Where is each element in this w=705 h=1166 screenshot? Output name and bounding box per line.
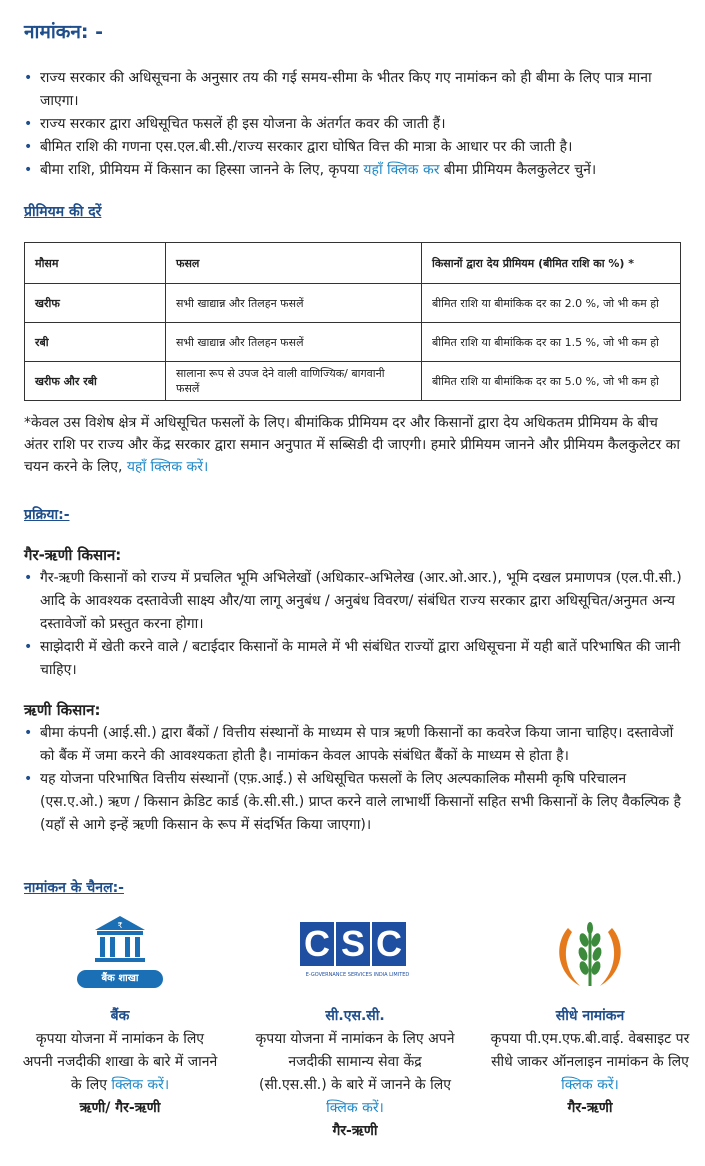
nonloanee-list — [24, 567, 684, 682]
bank-click-link[interactable]: क्लिक करें। — [111, 1077, 170, 1093]
premium-rates-heading: प्रीमियम की दरें — [24, 204, 102, 220]
channel-desc — [255, 1028, 455, 1120]
direct-click-link[interactable]: क्लिक करें। — [561, 1077, 619, 1093]
csc-letter: C — [372, 922, 406, 966]
loanee-list — [24, 722, 684, 837]
channel-desc — [20, 1028, 220, 1097]
channels-heading: नामांकन के चैनल:- — [24, 880, 124, 896]
channel-type: गैर-ऋणी — [567, 1100, 613, 1116]
list-item: • बीमित राशि की गणना एस.एल.बी.सी./राज्य सरकार द्वारा घोषित वित्त की मात्रा के आधार पर की जाती है। — [24, 136, 684, 159]
nonloanee-title: गैर-ऋणी किसान: — [24, 546, 122, 564]
csc-letter: S — [336, 922, 370, 966]
season-cell: रबी — [25, 323, 166, 362]
season-cell: खरीफ और रबी — [25, 362, 166, 401]
list-item — [24, 159, 684, 182]
premium-note — [24, 412, 684, 478]
list-item: • साझेदारी में खेती करने वाले / बटाईदार किसानों के मामले में भी संबंधित राज्यों द्वारा अधिसूचना में यही बातें परिभाषित की जानी चाहिए। — [24, 636, 684, 682]
list-item: • बीमा कंपनी (आई.सी.) द्वारा बैंकों / वित्तीय संस्थानों के माध्यम से पात्र ऋणी किसानों का कवरेज किया जाना चाहिए। दस्तावेजों को बैंक में जमा करने की आवश्यकता होती है। नामांकन केवल आपके संबंधित बैंकों के माध्यम से होता है। — [24, 722, 684, 768]
crop-cell: सालाना रूप से उपज देने वाली वाणिज्यिक/ बागवानी फसलें — [166, 362, 422, 401]
desc-text: कृपया पी.एम.एफ.बी.वाई. वेबसाइट पर सीधे जाकर ऑनलाइन नामांकन के लिए — [490, 1031, 690, 1070]
column-header: फसल — [166, 243, 422, 284]
premium-table — [24, 242, 681, 401]
season-cell: खरीफ — [25, 284, 166, 323]
text: बीमा राशि, प्रीमियम में किसान का हिस्सा जानने के लिए, कृपया — [40, 162, 364, 178]
channel-type: गैर-ऋणी — [332, 1123, 378, 1139]
list-item: • राज्य सरकार की अधिसूचना के अनुसार तय की गई समय-सीमा के भीतर किए गए नामांकन को ही बीमा के लिए पात्र माना जाएगा। — [24, 67, 684, 113]
desc-text: कृपया योजना में नामांकन के लिए अपने नजदीकी सामान्य सेवा केंद्र (सी.एस.सी.) के बारे में जानने के लिए — [255, 1031, 455, 1093]
loanee-title: ऋणी किसान: — [24, 701, 101, 719]
table-row — [25, 323, 681, 362]
column-header: किसानों द्वारा देय प्रीमियम (बीमित राशि का %) * — [422, 243, 681, 284]
channel-type: ऋणी/ गैर-ऋणी — [79, 1100, 161, 1116]
premium-cell: बीमित राशि या बीमांकिक दर का 2.0 %, जो भी कम हो — [422, 284, 681, 323]
list-item: • राज्य सरकार द्वारा अधिसूचित फसलें ही इस योजना के अंतर्गत कवर की जाती हैं। — [24, 113, 684, 136]
note-text: *केवल उस विशेष क्षेत्र में अधिसूचित फसलों के लिए। बीमांकिक प्रीमियम दर और किसानों द्वारा देय अधिकतम प्रीमियम के बीच अंतर राशि पर राज्य और केंद्र सरकार द्वारा समान अनुपात में सब्सिडी दी जाएगी। हमारे प्रीमियम जानने और प्रीमियम कैलकुलेटर का चयन करने के लिए, — [24, 415, 681, 475]
premium-cell: बीमित राशि या बीमांकिक दर का 1.5 %, जो भी कम हो — [422, 323, 681, 362]
desc-text: कृपया योजना में नामांकन के लिए अपनी नजदीकी शाखा के बारे में जानने के लिए — [22, 1031, 218, 1093]
list-item: • गैर-ऋणी किसानों को राज्य में प्रचलित भूमि अभिलेखों (अधिकार-अभिलेख (आर.ओ.आर.), भूमि दखल प्रमाणपत्र (एल.पी.सी.) आदि के आवश्यक दस्तावेजी साक्ष्य और/या लागू अनुबंध / अनुबंध विवरण/ संबंधित राज्य सरकार द्वारा अधिसूचित/अनुमत अन्य दस्तावेजों को प्रस्तुत करना होगा। — [24, 567, 684, 636]
text: बीमा प्रीमियम कैलकुलेटर चुनें। — [439, 162, 597, 178]
csc-click-link[interactable]: क्लिक करें। — [326, 1100, 384, 1116]
premium-cell: बीमित राशि या बीमांकिक दर का 5.0 %, जो भी कम हो — [422, 362, 681, 401]
channel-csc — [255, 1005, 455, 1143]
csc-logo — [300, 922, 415, 984]
channel-name: बैंक — [110, 1008, 130, 1024]
channel-bank — [20, 1005, 220, 1120]
pmfby-logo — [550, 914, 630, 994]
premium-note-link[interactable]: यहाँ क्लिक करें। — [126, 459, 209, 475]
channel-direct — [490, 1005, 690, 1120]
column-header: मौसम — [25, 243, 166, 284]
bank-logo — [75, 914, 165, 990]
crop-cell: सभी खाद्यान्न और तिलहन फसलें — [166, 284, 422, 323]
page-title: नामांकन: - — [24, 21, 103, 43]
list-item: • यह योजना परिभाषित वित्तीय संस्थानों (एफ़.आई.) से अधिसूचित फसलों के लिए अल्पकालिक मौसमी कृषि परिचालन (एस.ए.ओ.) ऋण / किसान क्रेडिट कार्ड (के.सी.सी.) प्राप्त करने वाले लाभार्थी किसानों सहित सभी किसानों के लिए वैकल्पिक है (यहाँ से आगे इन्हें ऋणी किसान के रूप में संदर्भित किया जाएगा)। — [24, 768, 684, 837]
channel-name: सी.एस.सी. — [325, 1008, 385, 1024]
csc-letter: C — [300, 922, 334, 966]
premium-calculator-link[interactable]: यहाँ क्लिक कर — [363, 162, 440, 178]
csc-subtitle: E-GOVERNANCE SERVICES INDIA LIMITED — [305, 972, 410, 978]
svg-text:₹: ₹ — [117, 921, 123, 930]
intro-list — [24, 67, 684, 182]
process-heading: प्रक्रिया:- — [24, 507, 70, 523]
table-row — [25, 362, 681, 401]
crop-cell: सभी खाद्यान्न और तिलहन फसलें — [166, 323, 422, 362]
wheat-icon — [550, 914, 630, 994]
channel-name: सीधे नामांकन — [555, 1008, 625, 1024]
channel-desc — [490, 1028, 690, 1097]
table-row — [25, 284, 681, 323]
bank-logo-label: बैंक शाखा — [101, 973, 139, 984]
